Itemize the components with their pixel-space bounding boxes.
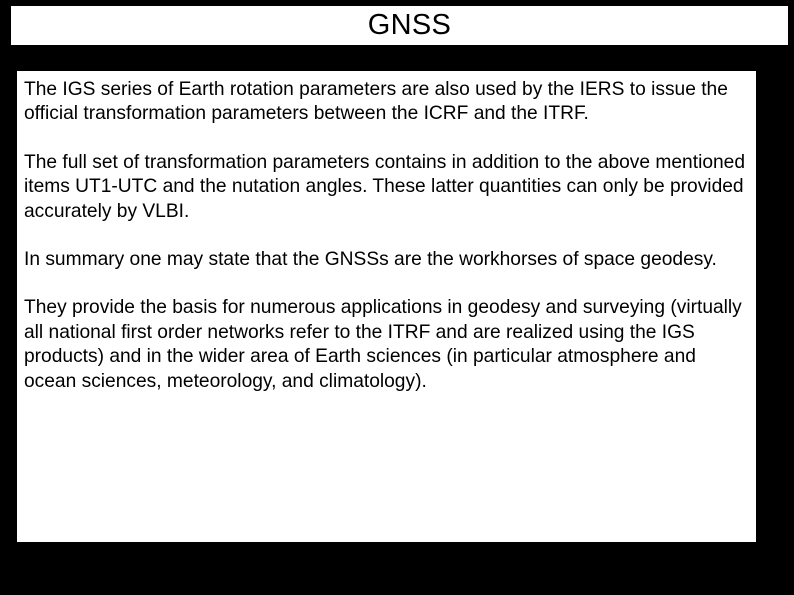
paragraph-erp: The IGS series of Earth rotation parameters are also used by the IERS to issue the official transformation parameters between the ICRF and the ITRF. [24, 79, 728, 125]
paragraph-applications: They provide the basis for numerous applications in geodesy and surveying (virtually all national first order networks refer to the ITRF and are realized using the IGS products) and in the wider area of Earth sciences (in particular atmosphere and ocean sciences, meteorology, and climatology). [24, 297, 742, 392]
title-bar [11, 6, 788, 45]
slide-title: GNSS [367, 9, 452, 41]
paragraph-summary: In summary one may state that the GNSSs are the workhorses of space geodesy. [24, 249, 717, 271]
paragraph-transformation-parameters: The full set of transformation parameters contains in addition to the above mentioned items UT1-UTC and the nutation angles. These latter quantities can only be provided accurately by VLBI. [24, 151, 746, 222]
content-panel [17, 71, 756, 542]
